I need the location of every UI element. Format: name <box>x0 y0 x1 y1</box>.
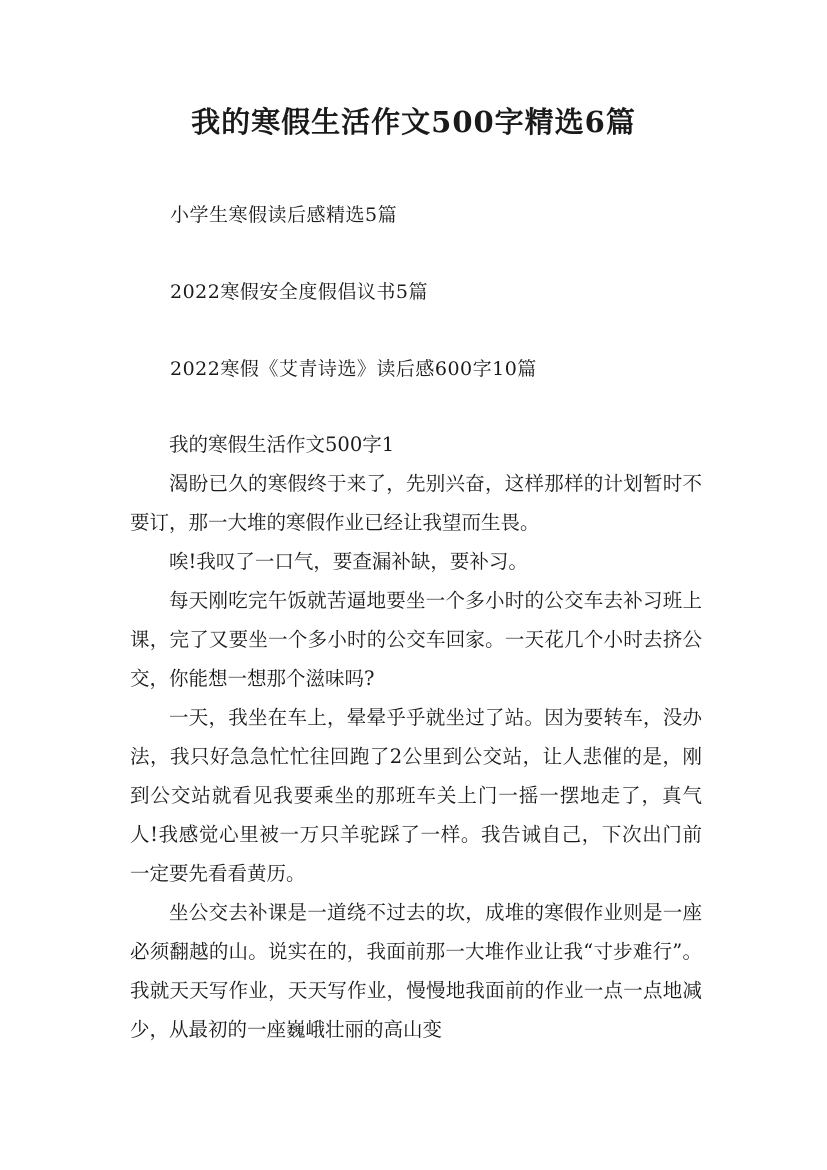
paragraph: 一天，我坐在车上，晕晕乎乎就坐过了站。因为要转车，没办法，我只好急急忙忙往回跑了2公里到公交站，让人悲催的是，刚到公交站就看见我要乘坐的那班车关上门一摇一摆地走了，真气人!我感觉心里被一万只羊驼踩了一样。我告诫自己，下次出门前一定要先看看黄历。 <box>130 706 702 885</box>
paragraph: 每天刚吃完午饭就苦逼地要坐一个多小时的公交车去补习班上课，完了又要坐一个多小时的公交车回家。一天花几个小时去挤公交，你能想一想那个滋味吗? <box>130 589 702 690</box>
section-title: 我的寒假生活作文500字1 <box>169 433 395 456</box>
related-link-1[interactable]: 小学生寒假读后感精选5篇 <box>170 204 398 226</box>
paragraph: 渴盼已久的寒假终于来了，先别兴奋，这样那样的计划暂时不要订，那一大堆的寒假作业已经让我望而生畏。 <box>130 472 702 534</box>
related-link-3[interactable]: 2022寒假《艾青诗选》读后感600字10篇 <box>170 358 537 380</box>
article-body <box>130 425 702 1049</box>
page-title: 我的寒假生活作文500字精选6篇 <box>191 105 636 139</box>
paragraph: 唉!我叹了一口气，要查漏补缺，要补习。 <box>169 550 528 573</box>
related-link-2[interactable]: 2022寒假安全度假倡议书5篇 <box>170 281 428 303</box>
paragraph: 坐公交去补课是一道绕不过去的坎，成堆的寒假作业则是一座必须翻越的山。说实在的，我面前那一大堆作业让我“寸步难行”。我就天天写作业，天天写作业，慢慢地我面前的作业一点一点地减少，从最初的一座巍峨壮丽的高山变 <box>130 901 702 1041</box>
